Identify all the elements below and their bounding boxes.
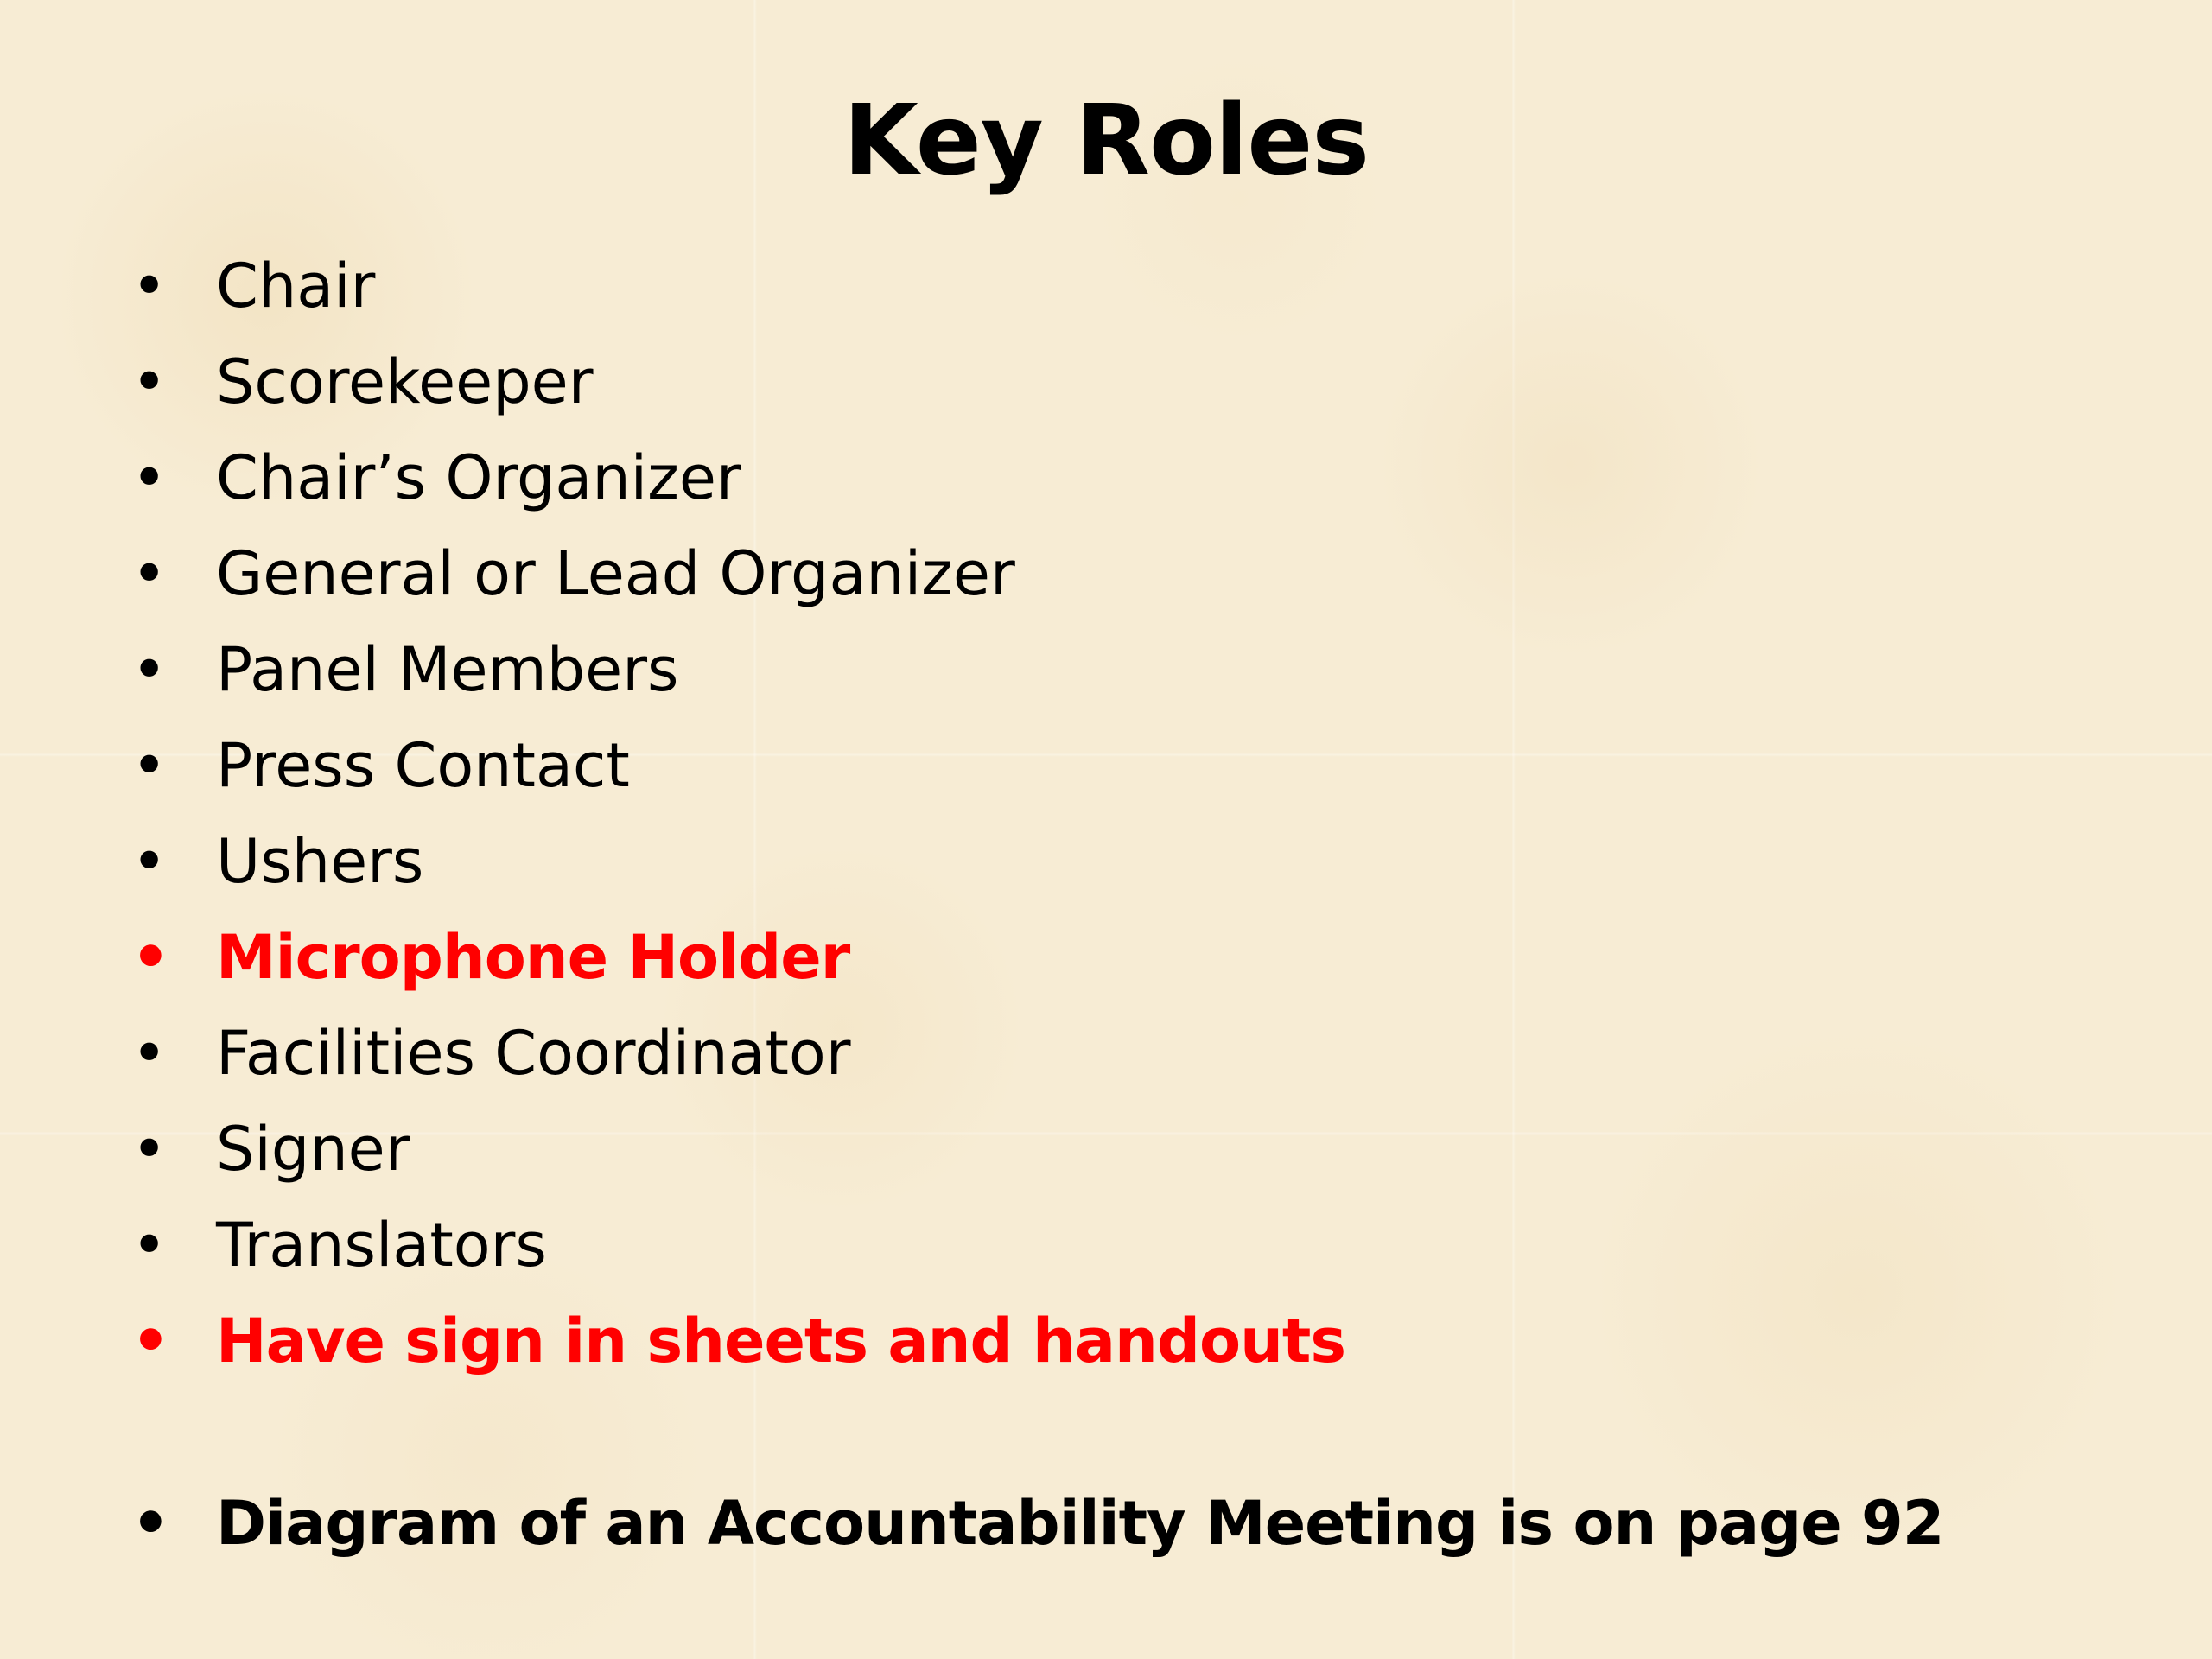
footnote <box>0 1476 2212 1572</box>
role-label: Signer <box>216 1114 410 1185</box>
bullet-icon: • <box>131 1018 168 1089</box>
role-label: Microphone Holder <box>216 922 850 993</box>
bullet-icon: • <box>131 1210 168 1281</box>
list-item <box>0 622 2212 718</box>
bullet-icon: • <box>131 922 170 993</box>
list-item <box>0 1198 2212 1294</box>
list-item-highlighted <box>0 1294 2212 1389</box>
bullet-icon: • <box>131 634 168 705</box>
role-label: General or Lead Organizer <box>216 538 1015 609</box>
list-item <box>0 1102 2212 1198</box>
role-label: Chair <box>216 251 376 321</box>
bullet-icon: • <box>131 1114 168 1185</box>
bullet-icon: • <box>131 538 168 609</box>
list-item <box>0 430 2212 526</box>
slide-title: Key Roles <box>843 85 1369 197</box>
bullet-icon: • <box>131 1306 170 1376</box>
roles-list <box>0 238 2212 1389</box>
bullet-icon: • <box>131 346 168 417</box>
list-item <box>0 334 2212 430</box>
role-label: Press Contact <box>216 730 630 801</box>
bullet-icon: • <box>131 826 168 897</box>
role-label: Panel Members <box>216 634 679 705</box>
list-item <box>0 526 2212 622</box>
list-item <box>0 238 2212 334</box>
list-item <box>0 1006 2212 1102</box>
bullet-icon: • <box>131 730 168 801</box>
role-label: Ushers <box>216 826 424 897</box>
footnote-text: Diagram of an Accountability Meeting is on page 92 <box>216 1488 1944 1559</box>
bullet-icon: • <box>131 442 168 513</box>
list-item <box>0 814 2212 910</box>
bullet-icon: • <box>131 1488 170 1559</box>
list-item-highlighted <box>0 910 2212 1006</box>
role-label: Have sign in sheets and handouts <box>216 1306 1346 1376</box>
role-label: Chair’s Organizer <box>216 442 741 513</box>
bullet-icon: • <box>131 251 168 321</box>
list-item <box>0 718 2212 814</box>
role-label: Facilities Coordinator <box>216 1018 851 1089</box>
role-label: Scorekeeper <box>216 346 594 417</box>
role-label: Translators <box>216 1210 547 1281</box>
